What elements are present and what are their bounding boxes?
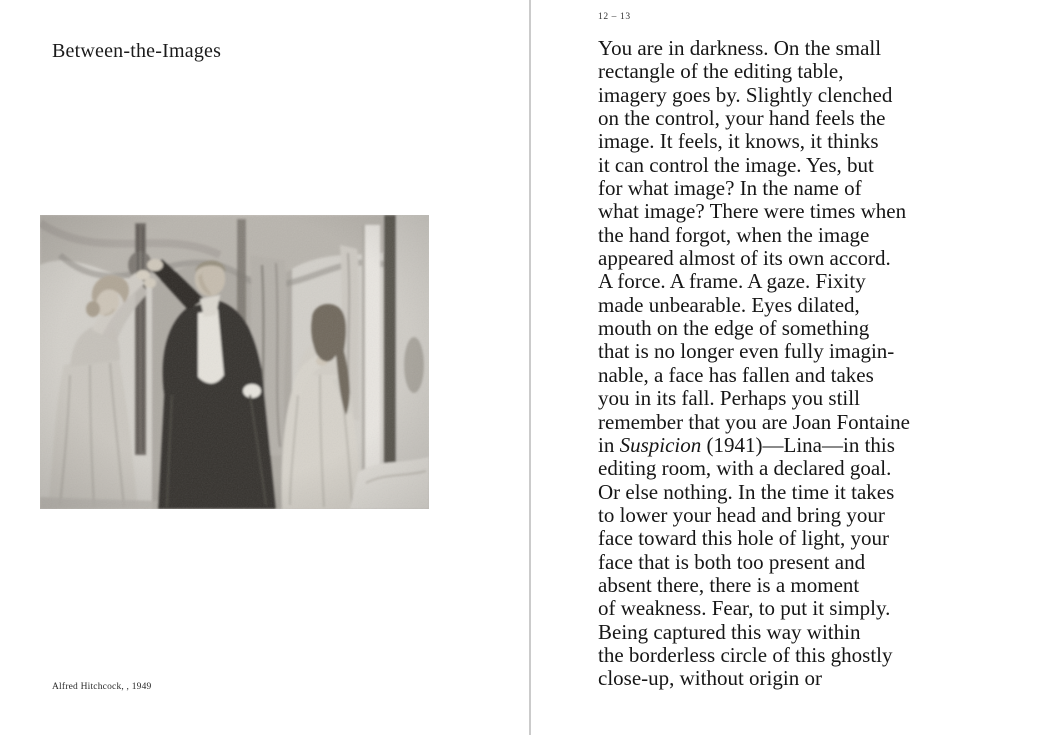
body-line: Or else nothing. In the time it takes: [598, 479, 895, 504]
body-line: of weakness. Fear, to put it simply.: [598, 596, 891, 621]
body-line: nable, a face has fallen and takes: [598, 362, 874, 387]
body-line: absent there, there is a moment: [598, 572, 860, 597]
body-line: the borderless circle of this ghostly: [598, 642, 893, 667]
body-line: appeared almost of its own accord.: [598, 246, 891, 271]
body-line: it can control the image. Yes, but: [598, 152, 874, 177]
body-line: to lower your head and bring your: [598, 502, 885, 527]
page-gutter-divider: [529, 0, 531, 735]
page-title: Between-the-Images: [52, 40, 222, 62]
body-line: for what image? In the name of: [598, 176, 862, 201]
body-line: close-up, without origin or: [598, 666, 822, 691]
body-line: editing room, with a declared goal.: [598, 456, 892, 481]
body-line: A force. A frame. A gaze. Fixity: [598, 269, 866, 294]
body-line: imagery goes by. Slightly clenched: [598, 82, 893, 107]
body-line: remember that you are Joan Fontaine: [598, 409, 910, 434]
page-number: 12 – 13: [598, 12, 631, 22]
body-line: in Suspicion (1941)—Lina—in this: [598, 432, 895, 457]
body-line: image. It feels, it knows, it thinks: [598, 129, 879, 154]
body-line: made unbearable. Eyes dilated,: [598, 292, 860, 317]
body-line: face toward this hole of light, your: [598, 526, 890, 551]
body-line: what image? There were times when: [598, 199, 907, 224]
body-line: on the control, your hand feels the: [598, 106, 886, 131]
film-still-illustration: [40, 215, 429, 509]
body-text: [598, 37, 953, 691]
body-line: Being captured this way within: [598, 619, 861, 644]
body-line: face that is both too present and: [598, 549, 866, 574]
body-line: rectangle of the editing table,: [598, 59, 844, 84]
photo-caption: Alfred Hitchcock, , 1949: [52, 682, 152, 692]
body-line: mouth on the edge of something: [598, 316, 870, 341]
body-line: You are in darkness. On the small: [598, 36, 882, 60]
body-line: you in its fall. Perhaps you still: [598, 386, 860, 411]
body-line: the hand forgot, when the image: [598, 222, 870, 247]
body-line: that is no longer even fully imagin-: [598, 339, 895, 364]
film-still-photo: [40, 215, 429, 509]
